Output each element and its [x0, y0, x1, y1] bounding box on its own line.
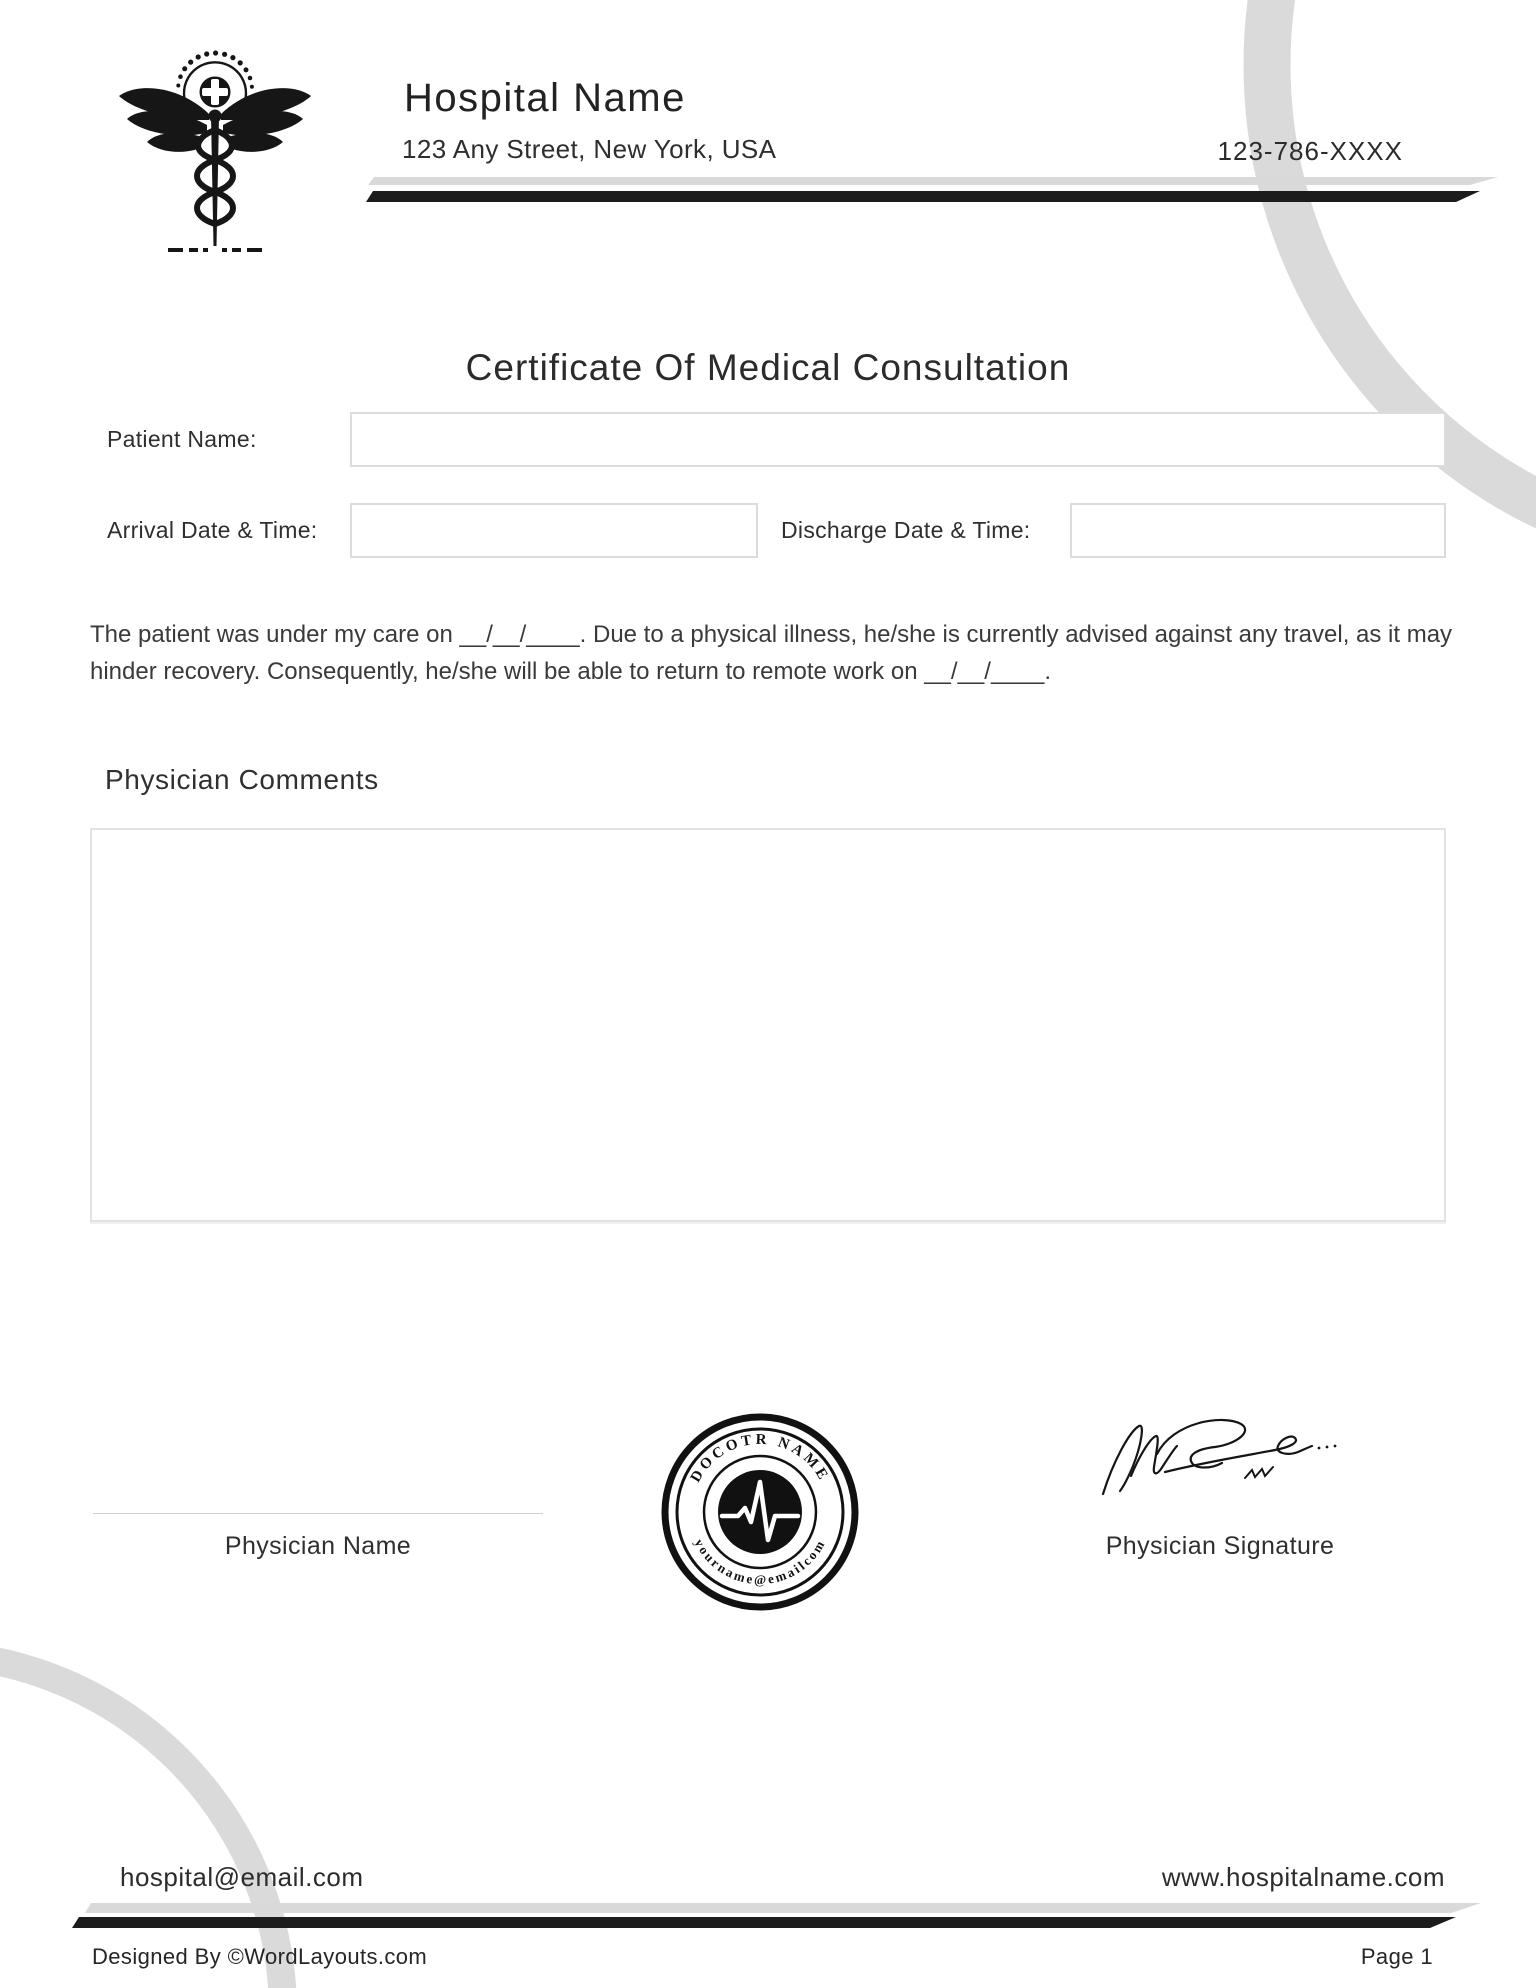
physician-name-label: Physician Name: [224, 1532, 412, 1560]
bottom-left-ring-decoration: [0, 1654, 283, 1988]
footer-email: hospital@email.com: [120, 1862, 364, 1892]
discharge-date-label: Discharge Date & Time:: [781, 517, 1031, 543]
top-right-ring-decoration: [1267, 0, 1536, 555]
patient-name-label: Patient Name:: [107, 426, 257, 452]
header-divider-gray: [368, 177, 1498, 185]
hospital-name: Hospital Name: [404, 76, 686, 120]
footer-divider-black: [72, 1917, 1456, 1928]
arrival-date-label: Arrival Date & Time:: [107, 517, 318, 543]
caduceus-logo-icon: [112, 46, 318, 268]
hospital-phone: 123-786-XXXX: [1217, 136, 1403, 166]
base-dashes: [168, 248, 262, 252]
arrival-date-input[interactable]: [350, 503, 758, 558]
doctor-stamp-seal: [658, 1410, 862, 1614]
left-wing: [119, 88, 209, 152]
hospital-address: 123 Any Street, New York, USA: [402, 134, 777, 164]
physician-comments-label: Physician Comments: [105, 764, 379, 795]
page-title: Certificate Of Medical Consultation: [465, 347, 1071, 388]
right-wing: [221, 88, 311, 152]
discharge-date-input[interactable]: [1070, 503, 1446, 558]
physician-comments-input[interactable]: [90, 828, 1446, 1222]
stamp-bottom-text: yourname@emailcom: [691, 1535, 829, 1588]
footer-credit: Designed By ©WordLayouts.com: [92, 1944, 428, 1969]
patient-name-input[interactable]: [350, 412, 1446, 467]
footer-divider-gray: [85, 1903, 1481, 1913]
stamp-top-text: DOCOTR NAME: [687, 1431, 833, 1486]
certificate-body-text: The patient was under my care on __/__/____. Due to a physical illness, he/she is currently advised against any travel, as it may hinder recovery. Consequently, he/she will be able to return to remote work on __/__/____.: [90, 621, 1453, 685]
header-divider-black: [366, 191, 1480, 202]
physician-signature-label: Physician Signature: [1105, 1532, 1335, 1560]
physician-name-signature-line: [93, 1513, 543, 1514]
footer-page-number: Page 1: [1360, 1944, 1433, 1969]
footer-website: www.hospitalname.com: [1161, 1862, 1445, 1892]
physician-signature-image: [1095, 1412, 1345, 1512]
